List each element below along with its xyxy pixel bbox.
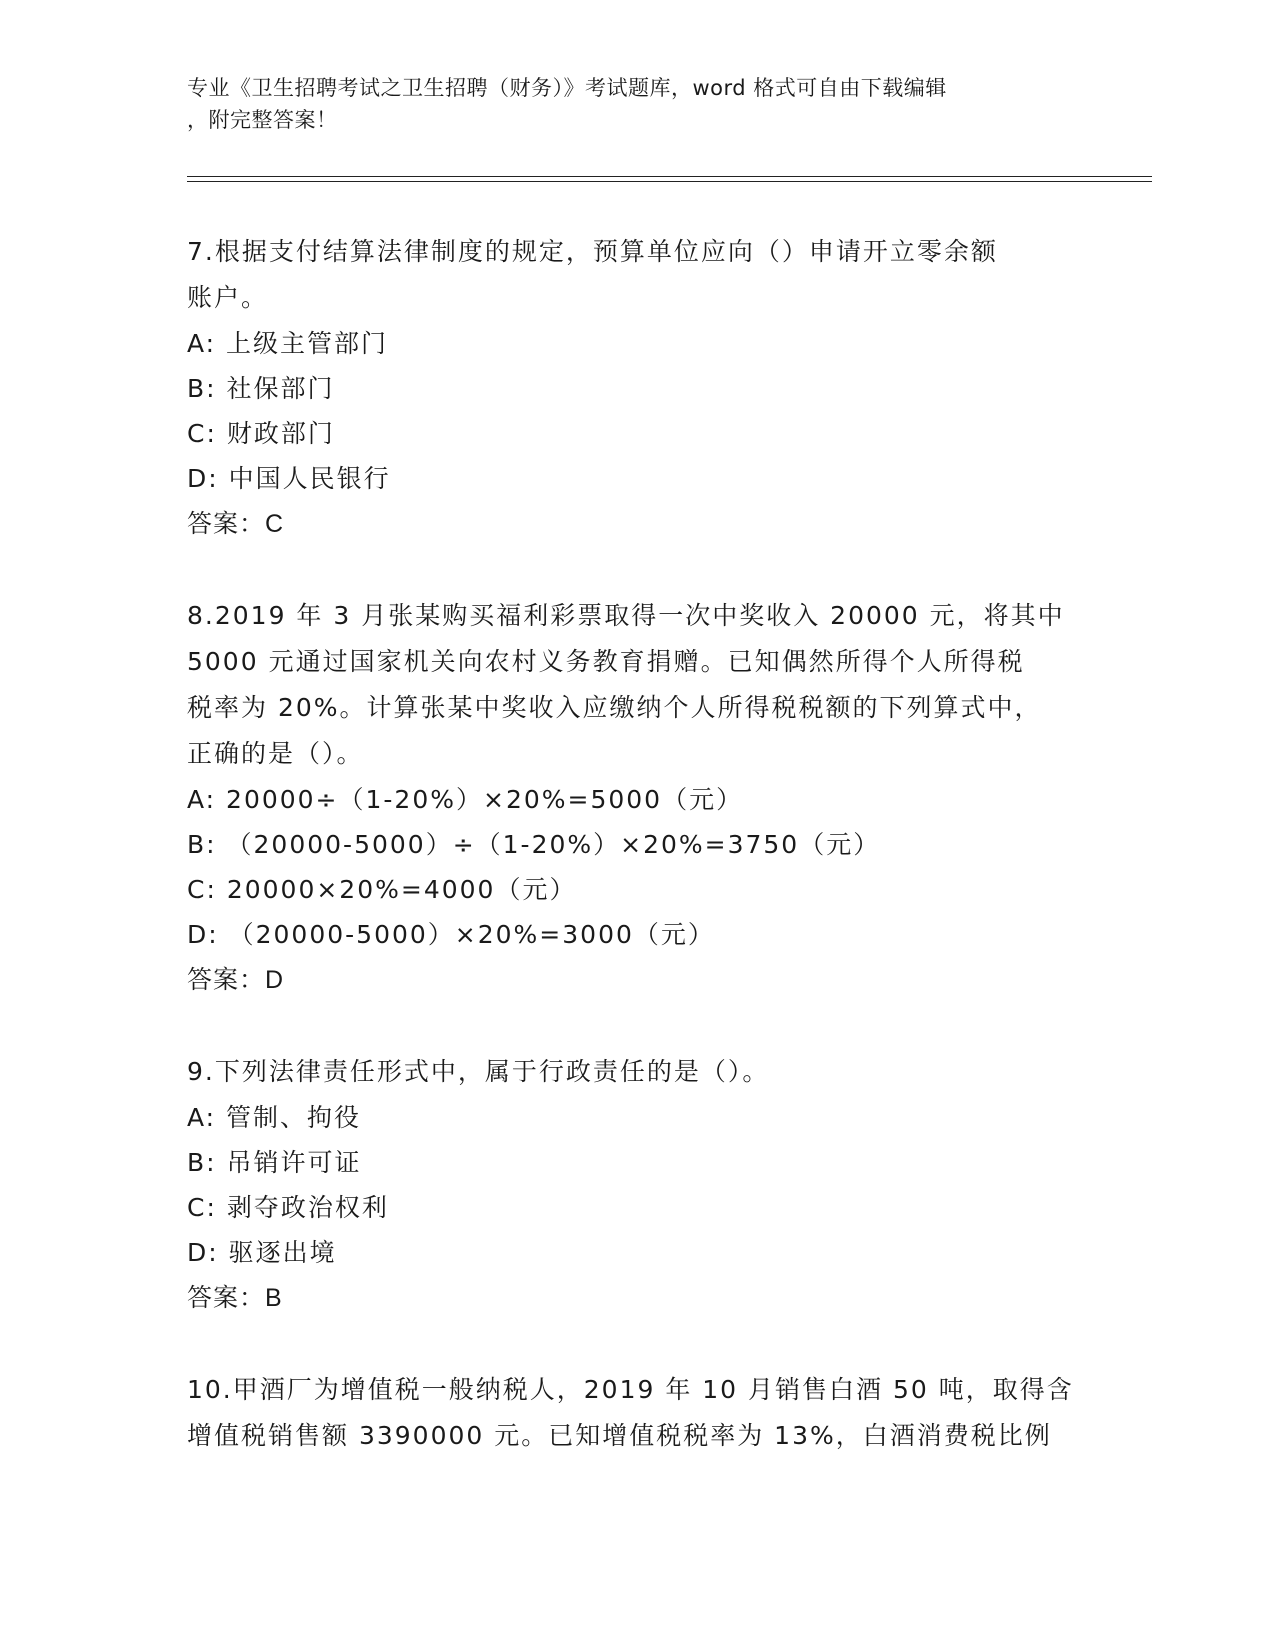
stem-line: 增值税销售额 3390000 元。已知增值税税率为 13%，白酒消费税比例 [187, 1421, 1052, 1450]
option-a: A: 管制、拘役 [187, 1103, 362, 1132]
stem-line: 税率为 20%。计算张某中奖收入应缴纳个人所得税税额的下列算式中， [187, 693, 1042, 722]
header-line-2: ，附完整答案！ [187, 108, 338, 132]
question-list [187, 229, 1087, 1505]
option-b: B: 吊销许可证 [187, 1148, 362, 1177]
question-stem [187, 1049, 1087, 1095]
stem-line: 正确的是（）。 [187, 739, 364, 768]
stem-line: 账户。 [187, 283, 269, 312]
stem-line: 5000 元通过国家机关向农村义务教育捐赠。已知偶然所得个人所得税 [187, 647, 1025, 676]
stem-line: 8.2019 年 3 月张某购买福利彩票取得一次中奖收入 20000 元，将其中 [187, 601, 1065, 630]
document-header [187, 72, 1087, 136]
option-d: D: （20000-5000）×20%=3000（元） [187, 920, 715, 949]
question-8 [187, 593, 1087, 1003]
option-c: C: 20000×20%=4000（元） [187, 875, 577, 904]
question-10 [187, 1367, 1087, 1459]
header-rule-top [187, 176, 1152, 177]
question-stem [187, 1367, 1087, 1459]
option-b: B: （20000-5000）÷（1-20%）×20%=3750（元） [187, 830, 881, 859]
question-9 [187, 1049, 1087, 1321]
stem-line: 7.根据支付结算法律制度的规定，预算单位应向（）申请开立零余额 [187, 237, 998, 266]
option-a: A: 20000÷（1-20%）×20%=5000（元） [187, 785, 744, 814]
stem-line: 10.甲酒厂为增值税一般纳税人，2019 年 10 月销售白酒 50 吨，取得含 [187, 1375, 1074, 1404]
answer: 答案：C [187, 510, 285, 538]
option-c: C: 财政部门 [187, 419, 335, 448]
option-d: D: 中国人民银行 [187, 464, 391, 493]
header-line-1: 专业《卫生招聘考试之卫生招聘（财务）》考试题库，word 格式可自由下载编辑 [187, 76, 947, 100]
option-d: D: 驱逐出境 [187, 1238, 337, 1267]
answer: 答案：B [187, 1284, 283, 1312]
answer: 答案：D [187, 966, 285, 994]
question-7 [187, 229, 1087, 547]
option-b: B: 社保部门 [187, 374, 335, 403]
stem-line: 9.下列法律责任形式中，属于行政责任的是（）。 [187, 1057, 770, 1086]
header-rule-bottom [187, 181, 1152, 182]
question-stem [187, 593, 1087, 777]
option-a: A: 上级主管部门 [187, 329, 389, 358]
question-stem [187, 229, 1087, 321]
option-c: C: 剥夺政治权利 [187, 1193, 389, 1222]
